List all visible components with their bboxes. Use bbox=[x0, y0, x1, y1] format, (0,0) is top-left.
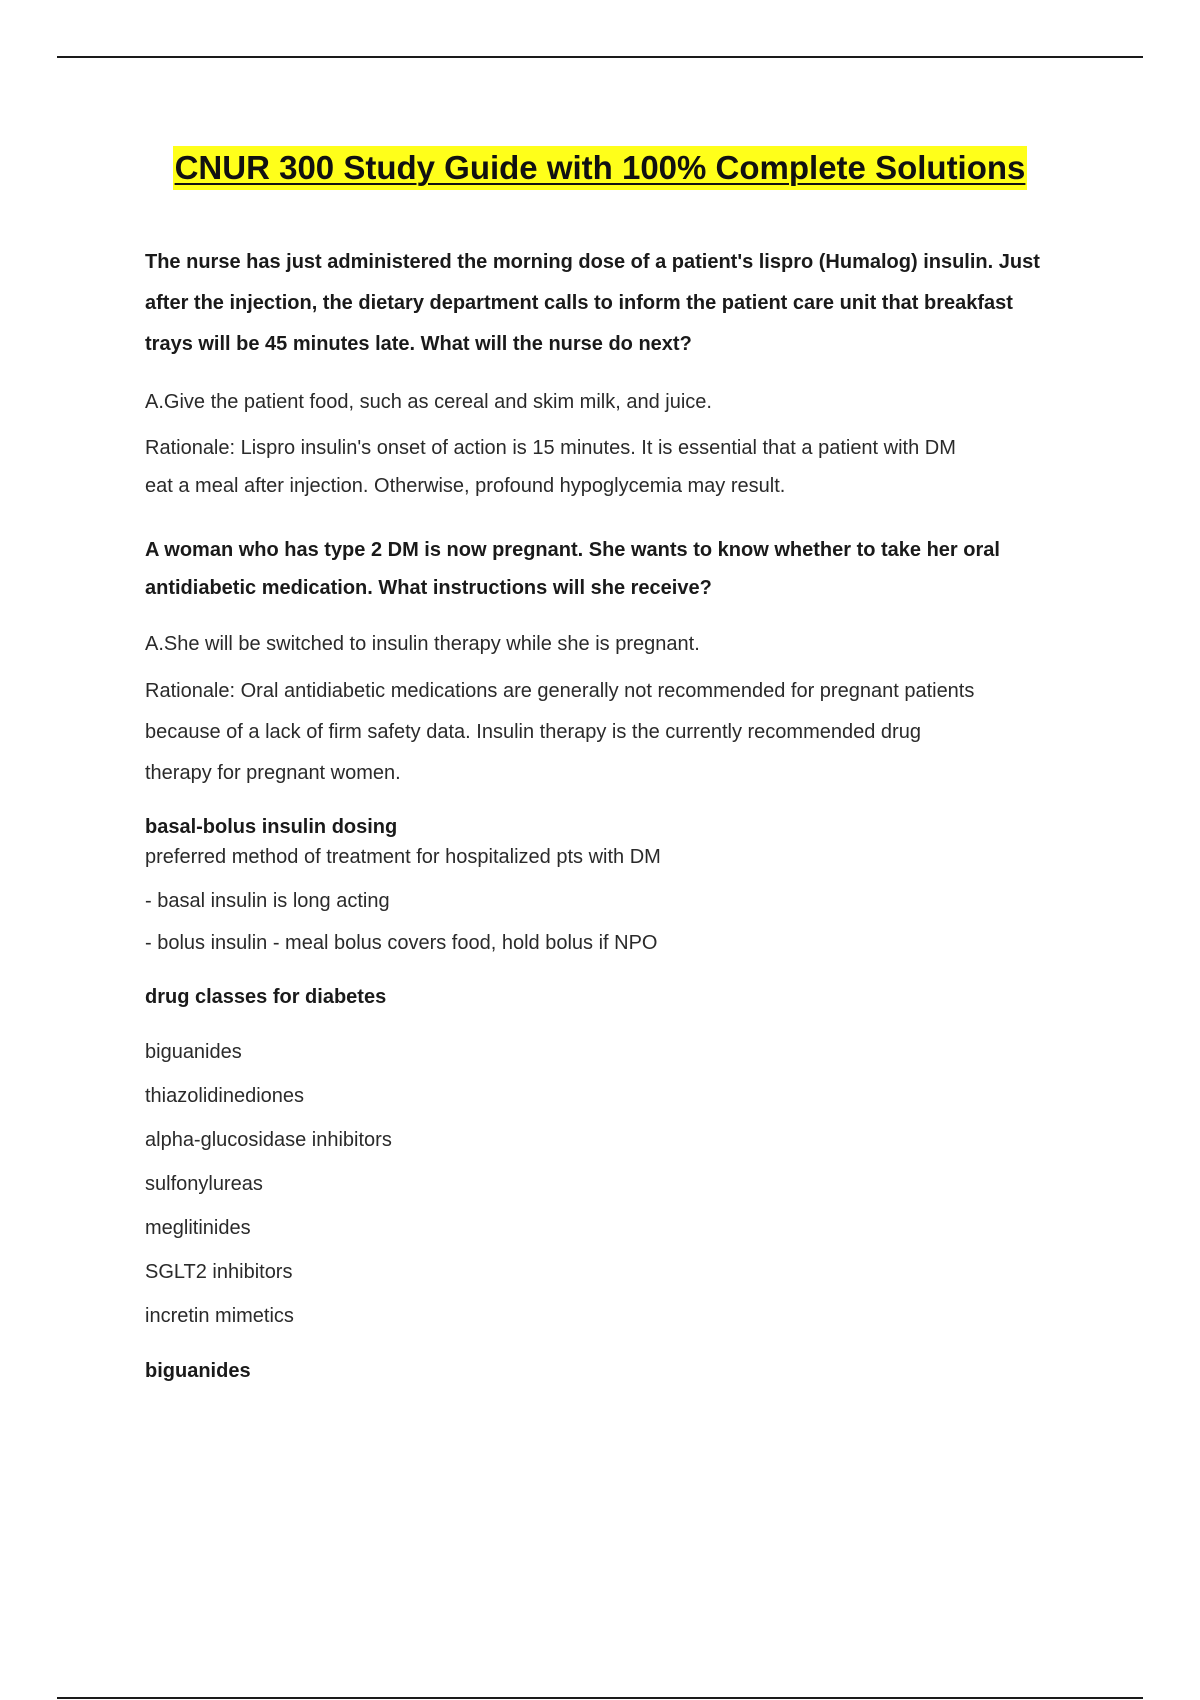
term-drug-classes: drug classes for diabetes bbox=[145, 986, 387, 1008]
drug-class-item: incretin mimetics bbox=[145, 1305, 294, 1327]
rationale-1-line-2: eat a meal after injection. Otherwise, profound hypoglycemia may result. bbox=[145, 475, 786, 497]
term-basal-bolus: basal-bolus insulin dosing bbox=[145, 816, 398, 838]
rationale-2-line-1: Rationale: Oral antidiabetic medications are generally not recommended for pregnant patients bbox=[145, 680, 975, 702]
point-basal: - basal insulin is long acting bbox=[145, 890, 390, 912]
bottom-rule bbox=[57, 1697, 1143, 1699]
question-2-line-1: A woman who has type 2 DM is now pregnant. She wants to know whether to take her oral bbox=[145, 539, 1000, 561]
definition-basal-bolus: preferred method of treatment for hospitalized pts with DM bbox=[145, 846, 661, 868]
term-block-biguanides bbox=[145, 1356, 1085, 1386]
document-body bbox=[145, 242, 1085, 1386]
top-rule bbox=[57, 56, 1143, 58]
rationale-2-line-2: because of a lack of firm safety data. Insulin therapy is the currently recommended drug bbox=[145, 721, 921, 743]
point-bolus: - bolus insulin - meal bolus covers food, hold bolus if NPO bbox=[145, 932, 658, 954]
drug-class-item: thiazolidinediones bbox=[145, 1085, 305, 1107]
term-biguanides: biguanides bbox=[145, 1360, 251, 1382]
question-block-2 bbox=[145, 531, 1085, 794]
drug-class-item: sulfonylureas bbox=[145, 1173, 263, 1195]
drug-class-item: biguanides bbox=[145, 1041, 242, 1063]
document-title: CNUR 300 Study Guide with 100% Complete Solutions bbox=[173, 146, 1028, 190]
question-block-1 bbox=[145, 242, 1085, 505]
drug-class-item: SGLT2 inhibitors bbox=[145, 1261, 293, 1283]
drug-class-item: meglitinides bbox=[145, 1217, 251, 1239]
drug-class-item: alpha-glucosidase inhibitors bbox=[145, 1129, 392, 1151]
rationale-2-line-3: therapy for pregnant women. bbox=[145, 762, 401, 784]
rationale-1-line-1: Rationale: Lispro insulin's onset of action is 15 minutes. It is essential that a patient with DM bbox=[145, 437, 956, 459]
question-2-line-2: antidiabetic medication. What instructions will she receive? bbox=[145, 577, 712, 599]
question-1-line-2: after the injection, the dietary department calls to inform the patient care unit that breakfast bbox=[145, 292, 1013, 314]
term-block-basal-bolus bbox=[145, 812, 1085, 964]
question-1-line-3: trays will be 45 minutes late. What will the nurse do next? bbox=[145, 333, 692, 355]
answer-2: A.She will be switched to insulin therapy while she is pregnant. bbox=[145, 633, 700, 655]
title-area bbox=[0, 146, 1200, 190]
question-1-line-1: The nurse has just administered the morning dose of a patient's lispro (Humalog) insulin. Just bbox=[145, 251, 1040, 273]
term-block-drug-classes bbox=[145, 982, 1085, 1338]
answer-1: A.Give the patient food, such as cereal and skim milk, and juice. bbox=[145, 391, 712, 413]
